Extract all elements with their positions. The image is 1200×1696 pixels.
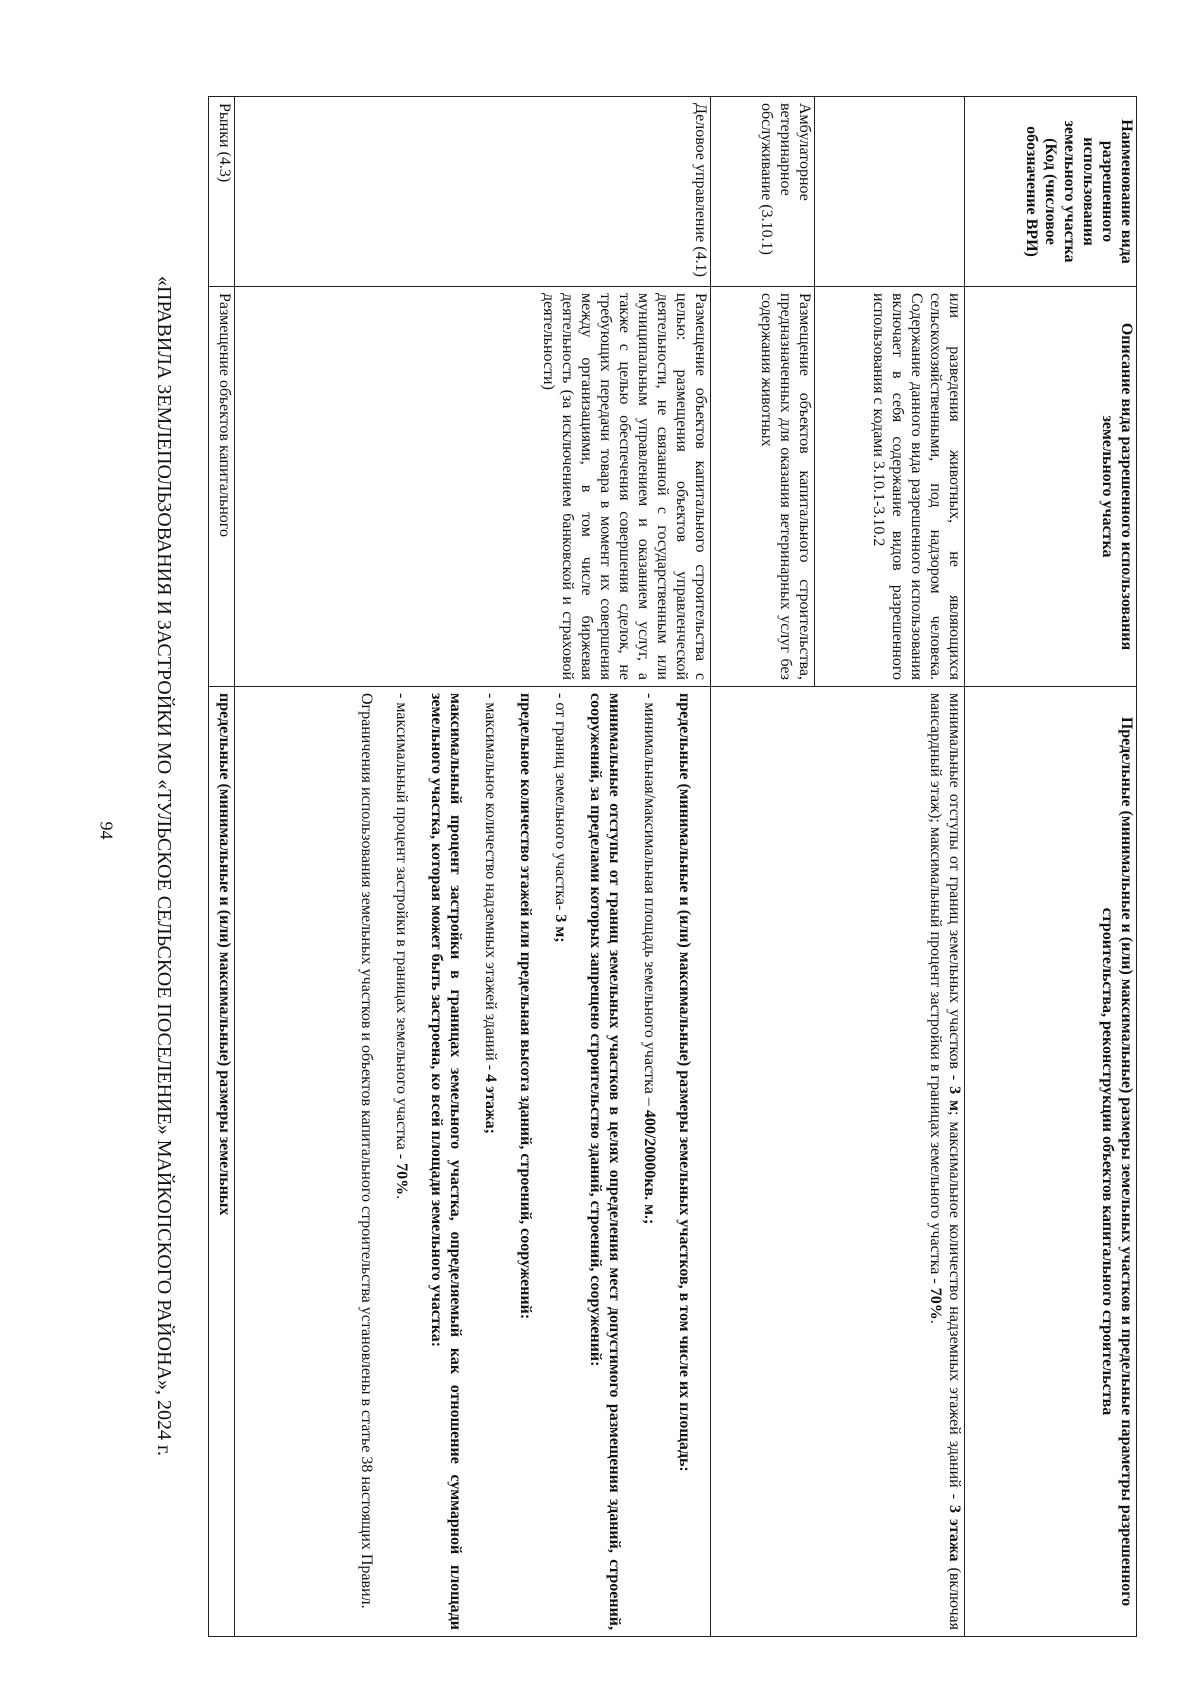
table-header-row <box>965 97 1137 1637</box>
table-row <box>235 97 711 1637</box>
land-use-table <box>208 96 1137 1637</box>
document-footer: «ПРАВИЛА ЗЕМЛЕПОЛЬЗОВАНИЯ И ЗАСТРОЙКИ МО «ТУЛЬСКОЕ СЕЛЬСКОЕ ПОСЕЛЕНИЕ» МАЙКОПСКОГО РАЙОНА», 2024 г. <box>153 276 175 1456</box>
param-value: 400/20000кв. м.; <box>641 1109 658 1225</box>
cell-name: Амбулаторное ветеринарное обслуживание (3.10.1) <box>711 97 815 287</box>
landscape-content <box>89 96 1137 1636</box>
header-params: Предельные (минимальные и (или) максимальные) размеры земельных участков и предельные параметры разрешенного строительства, реконструкции объектов капитального строительства <box>965 687 1137 1637</box>
param-text: . <box>927 1319 944 1324</box>
cell-description: Размещение объектов капитального <box>209 287 235 687</box>
param-value: 3 этажа <box>946 1504 963 1562</box>
param-text: минимальные отступы от границ земельных участков - <box>946 693 963 1087</box>
cell-params <box>235 687 711 1637</box>
param-text: - от границ земельного участка- <box>552 693 569 915</box>
param-line <box>551 693 570 1630</box>
param-value: 3 м; <box>552 914 569 943</box>
param-text: - минимальная/максимальная площадь земельного участка – <box>641 693 658 1110</box>
cell-name: Рынки (4.3) <box>209 97 235 287</box>
param-heading: минимальные отступы от границ земельных участков в целях определения мест допустимого размещения зданий, строений, сооружений, за пределами которых запрещено строительство зданий, строений, сооружений: <box>587 693 623 1630</box>
param-heading: максимальный процент застройки в границах земельного участка, определяемый как отношение суммарной площади земельного участка, которая может быть застроена, ко всей площади земельного участка: <box>428 693 464 1630</box>
param-text: (включая мансардный этаж); максимальный процент застройки в границах земельного участка - <box>927 693 963 1630</box>
param-line <box>481 693 500 1630</box>
param-value: 3 м <box>946 1086 963 1112</box>
param-line: Ограничения использования земельных участков и объектов капитального строительства установлены в статье 38 настоящих Правил. <box>358 693 375 1609</box>
param-heading: предельное количество этажей или предельная высота зданий, строений, сооружений: <box>517 693 534 1320</box>
header-description: Описание вида разрешенного использования земельного участка <box>965 287 1137 687</box>
param-text: ; максимальное количество надземных этажей зданий - <box>946 1111 963 1505</box>
cell-description: Размещение объектов капитального строительства, предназначенных для оказания ветеринарных услуг без содержания животных <box>711 287 815 687</box>
param-value: 4 этажа; <box>482 1074 499 1134</box>
param-value: 70% <box>393 1163 410 1196</box>
param-line <box>392 693 411 1630</box>
header-name: Наименование вида разрешенного использования земельного участка (Код (числовое обозначение ВРИ) <box>965 97 1137 287</box>
param-line <box>640 693 659 1630</box>
param-text: . <box>393 1195 410 1200</box>
cell-description: или разведения животных, не являющихся сельскохозяйственными, под надзором человека. Содержание данного вида разрешенного использования включает в себя содержание видов разрешенного использования с кодами 3.10.1-3.10.2 <box>815 287 965 687</box>
cell-description: Размещение объектов капитального строительства с целью: размещения объектов управленческой деятельности, не связанной с государственным или муниципальным управлением и оказанием услуг, а также с целью обеспечения совершения сделок, не требующих передачи товара в момент их совершения между организациями, в том числе биржевая деятельность (за исключением банковской и страховой деятельности) <box>235 287 711 687</box>
cell-params <box>711 687 965 1637</box>
table-row <box>209 97 235 1637</box>
param-value: 70% <box>927 1287 944 1320</box>
param-text: - максимальное количество надземных этажей зданий - <box>482 693 499 1075</box>
cell-name-empty <box>815 97 965 287</box>
param-heading: предельные (минимальные и (или) максимальные) размеры земельных участков, в том числе их площадь: <box>676 693 693 1472</box>
page-number: 94 <box>96 821 117 840</box>
param-text: - максимальный процент застройки в границах земельного участка - <box>393 693 410 1164</box>
table-row <box>815 97 965 1637</box>
cell-params: предельные (минимальные и (или) максимальные) размеры земельных <box>209 687 235 1637</box>
cell-name: Деловое управление (4.1) <box>235 97 711 287</box>
